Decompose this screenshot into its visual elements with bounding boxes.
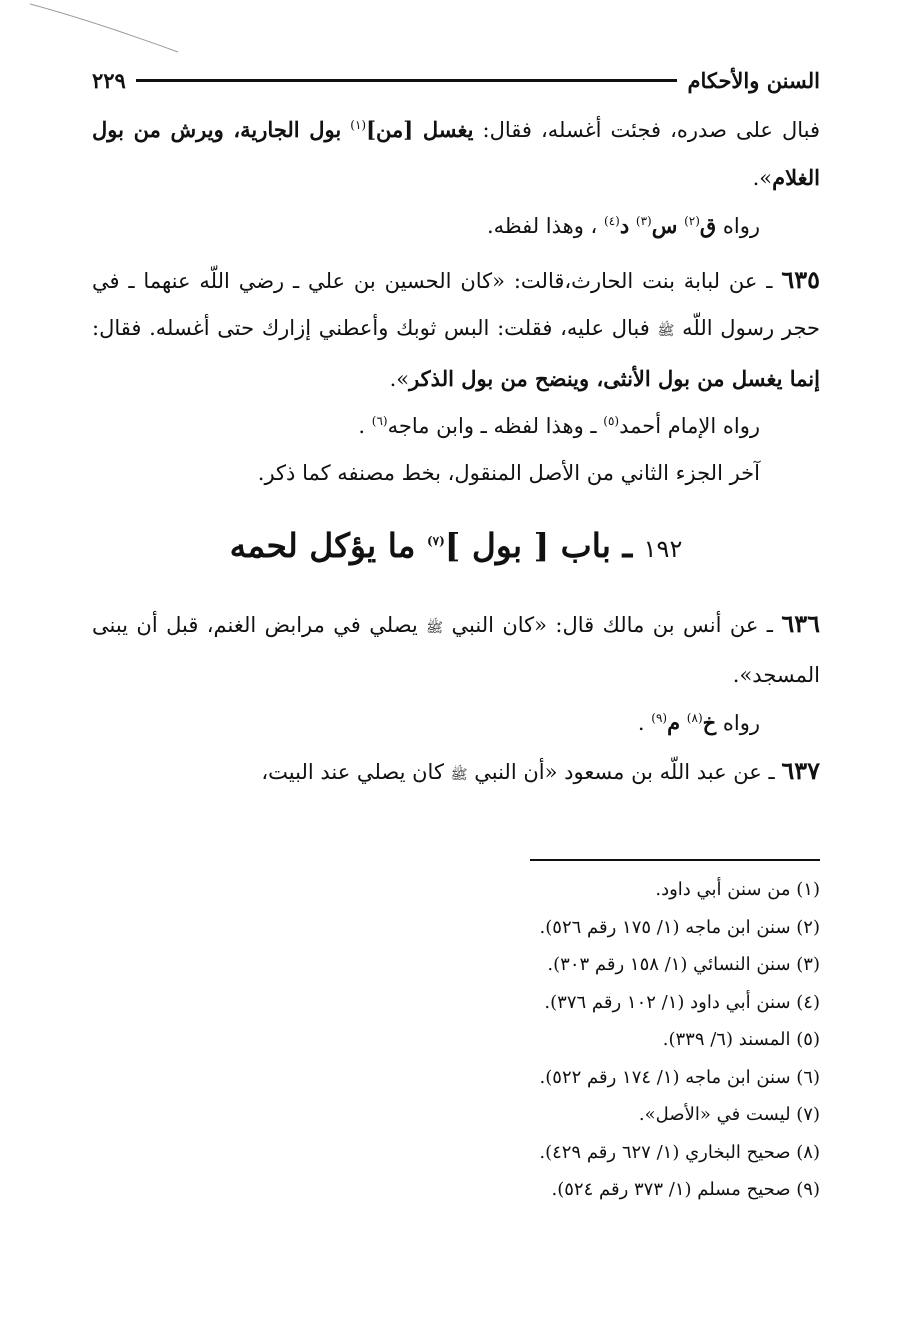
emphasized-text: يغسل [من] bbox=[366, 117, 474, 142]
emphasized-text: بول الجارية، ويرش من بول الغلام bbox=[92, 117, 820, 190]
header-rule bbox=[136, 79, 678, 82]
text-run: ». bbox=[389, 367, 410, 391]
text-run: ـ عن عبد اللّه بن مسعود «أن النبي bbox=[474, 760, 775, 784]
text-run: ـ وهذا لفظه ـ وابن ماجه bbox=[387, 414, 597, 438]
footnote-ref: (٢) bbox=[684, 214, 700, 228]
chapter-number: ١٩٢ bbox=[643, 535, 683, 563]
footnote-ref: (١) bbox=[350, 118, 367, 132]
text-run: . bbox=[637, 711, 645, 735]
source-code: م bbox=[667, 710, 681, 735]
hadith-636 bbox=[92, 600, 820, 699]
narration-line bbox=[92, 699, 820, 747]
page-number: ٢٢٩ bbox=[92, 67, 126, 93]
source-code: د bbox=[619, 213, 630, 238]
text-run: رواه الإمام أحمد bbox=[619, 414, 760, 438]
footnote: (٦) سنن ابن ماجه (١/ ١٧٤ رقم ٥٢٢). bbox=[539, 1066, 820, 1088]
footnote-ref: (٤) bbox=[604, 214, 620, 228]
text-run: رواه bbox=[722, 711, 760, 735]
salutation-glyph: ﷺ bbox=[657, 323, 675, 339]
hadith-continuation bbox=[92, 106, 820, 202]
footnote-ref: (٨) bbox=[686, 711, 703, 725]
hadith-number: ٦٣٥ bbox=[781, 265, 820, 294]
footnote: (٩) صحيح مسلم (١/ ٣٧٣ رقم ٥٢٤). bbox=[551, 1179, 820, 1200]
footnote: (١) من سنن أبي داود. bbox=[655, 879, 820, 900]
hadith-number: ٦٣٦ bbox=[781, 609, 820, 638]
text-run: ـ عن أنس بن مالك قال: «كان النبي bbox=[451, 613, 773, 637]
text-run: كان يصلي عند البيت، bbox=[261, 760, 444, 784]
text-run: يصلي في مرابض الغنم، قبل أن يبنى المسجد». bbox=[92, 613, 820, 687]
text-run: فبال على صدره، فجئت أغسله، فقال: bbox=[482, 118, 820, 142]
hadith-number: ٦٣٧ bbox=[781, 756, 820, 785]
source-code: خ bbox=[702, 710, 717, 735]
footnote: (٥) المسند (٦/ ٣٣٩). bbox=[662, 1029, 820, 1050]
text-run: ». bbox=[752, 166, 773, 190]
footnote: (٧) ليست في «الأصل». bbox=[638, 1104, 820, 1125]
footnote-ref: (٩) bbox=[651, 711, 668, 725]
footnote: (٤) سنن أبي داود (١/ ١٠٢ رقم ٣٧٦). bbox=[544, 991, 820, 1013]
salutation-glyph: ﷺ bbox=[426, 620, 444, 636]
footnote: (٢) سنن ابن ماجه (١/ ١٧٥ رقم ٥٢٦). bbox=[539, 916, 820, 938]
text-run: رواه bbox=[722, 214, 760, 238]
footnote-ref: (٥) bbox=[603, 414, 620, 428]
source-code: ق bbox=[699, 213, 717, 238]
emphasized-text: إنما يغسل من بول الأنثى، وينضح من بول الذكر bbox=[409, 366, 820, 391]
book-page bbox=[92, 60, 820, 1209]
narration-line bbox=[92, 403, 820, 450]
hadith-637 bbox=[92, 747, 820, 799]
text-run: ، وهذا لفظه. bbox=[486, 214, 598, 238]
text-run: ـ عن لبابة بنت الحارث،قالت: «كان الحسين بن علي ـ رضي اللّه عنهما ـ في حجر رسول اللّه bbox=[92, 269, 820, 340]
hadith-635 bbox=[92, 256, 820, 403]
manuscript-note: آخر الجزء الثاني من الأصل المنقول، بخط مصنفه كما ذكر. bbox=[257, 461, 760, 485]
text-run: . bbox=[358, 414, 366, 438]
footnote-separator bbox=[530, 859, 820, 861]
running-title: السنن والأحكام bbox=[687, 67, 820, 93]
scan-artifact-line bbox=[30, 0, 180, 60]
footnote-ref: (٣) bbox=[635, 214, 652, 228]
running-header bbox=[92, 60, 820, 100]
salutation-glyph: ﷺ bbox=[450, 767, 468, 783]
footnote-ref: (٦) bbox=[371, 414, 388, 428]
narration-line bbox=[92, 202, 820, 250]
footnotes bbox=[92, 871, 820, 1209]
footnote: (٣) سنن النسائي (١/ ١٥٨ رقم ٣٠٣). bbox=[547, 954, 820, 975]
text-run: فبال عليه، فقلت: البس ثوبك وأعطني إزارك حتى أغسله. فقال: bbox=[92, 316, 650, 340]
chapter-heading bbox=[92, 521, 820, 574]
chapter-title: ـ باب [ بول ] bbox=[444, 526, 633, 565]
footnote-ref: (٧) bbox=[426, 534, 445, 548]
footnote: (٨) صحيح البخاري (١/ ٦٢٧ رقم ٤٢٩). bbox=[539, 1141, 820, 1163]
source-code: س bbox=[651, 213, 678, 238]
chapter-title: ما يؤكل لحمه bbox=[229, 526, 416, 565]
